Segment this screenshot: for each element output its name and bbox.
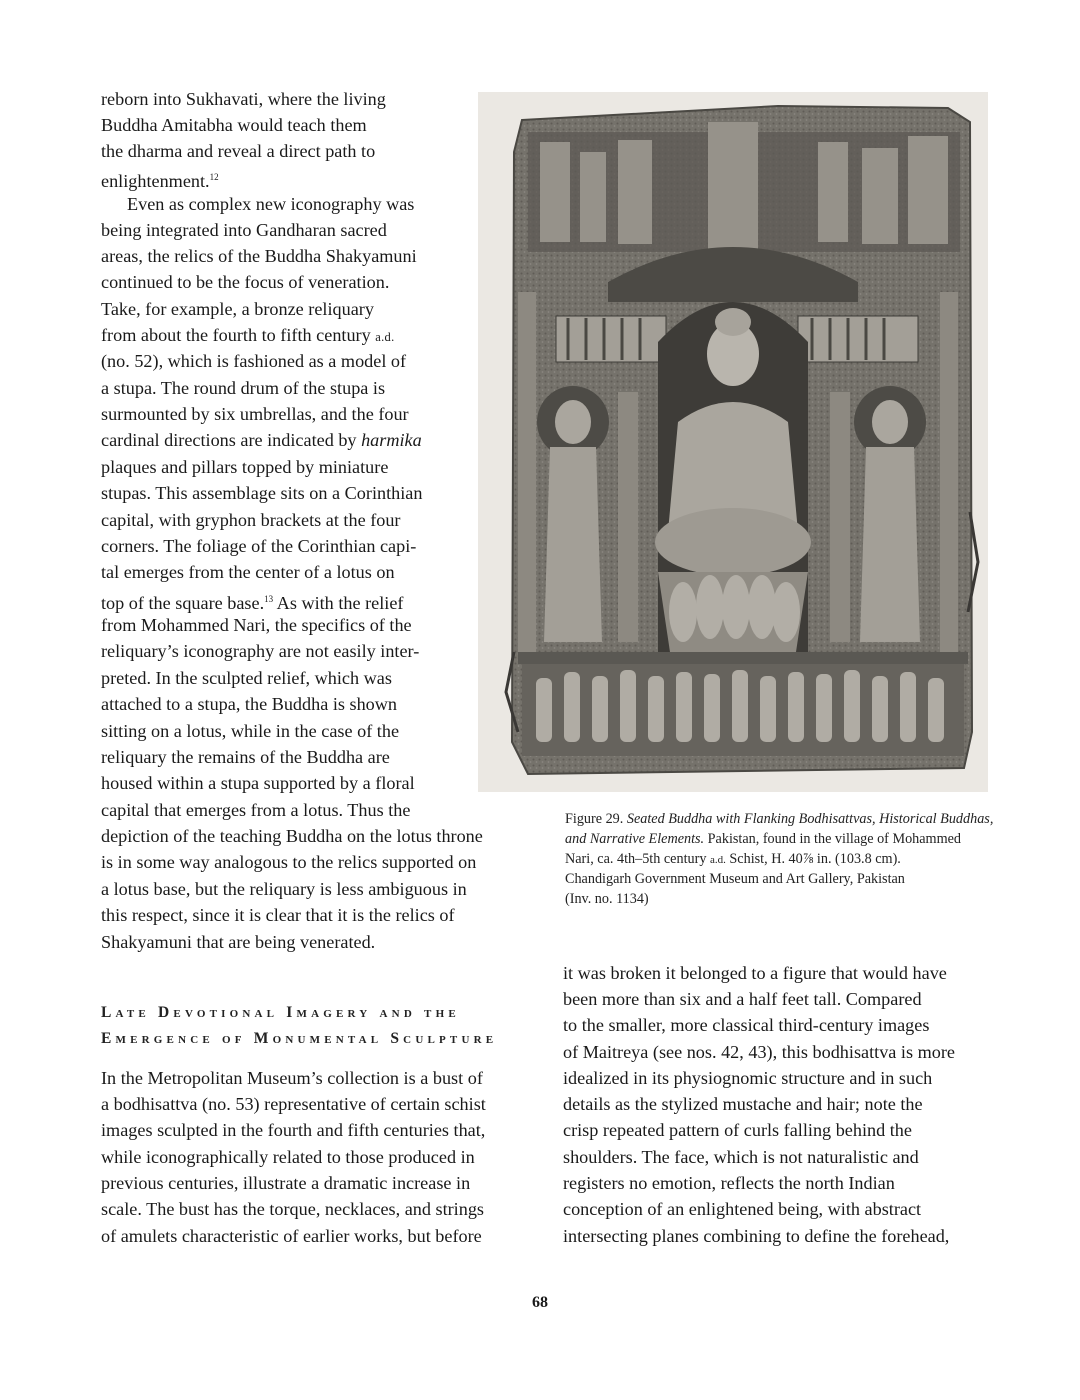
text-line: In the Metropolitan Museum’s collection is a bust of bbox=[101, 1068, 483, 1088]
text-line: scale. The bust has the torque, necklaces, and strings bbox=[101, 1199, 485, 1219]
text-line: the dharma and reveal a direct path to bbox=[101, 141, 376, 161]
text-line: areas, the relics of the Buddha Shakyamuni bbox=[101, 246, 417, 266]
text-line: it was broken it belonged to a figure that would have bbox=[563, 963, 947, 983]
text-line: previous centuries, illustrate a dramatic increase in bbox=[101, 1173, 471, 1193]
text-line: while iconographically related to those produced in bbox=[101, 1147, 475, 1167]
caption-line: Chandigarh Government Museum and Art Gallery, Pakistan bbox=[565, 871, 905, 887]
text-line: surmounted by six umbrellas, and the four bbox=[101, 404, 409, 424]
text-line: of amulets characteristic of earlier works, but before bbox=[101, 1226, 482, 1246]
text-line: intersecting planes combining to define the forehead, bbox=[563, 1226, 950, 1246]
section-heading: Late Devotional Imagery and the bbox=[101, 1004, 460, 1021]
text-line: idealized in its physiognomic structure and in such bbox=[563, 1068, 933, 1088]
text-line: top of the square base.$^{13}$ As with the relief bbox=[101, 593, 404, 614]
text-line: a stupa. The round drum of the stupa is bbox=[101, 378, 386, 398]
figure-image bbox=[478, 92, 988, 792]
text-line: from about the fourth to fifth century a.d. bbox=[101, 325, 395, 345]
text-line: housed within a stupa supported by a floral bbox=[101, 773, 415, 793]
text-line: been more than six and a half feet tall. Compared bbox=[563, 989, 922, 1009]
text-line: continued to be the focus of veneration. bbox=[101, 272, 390, 292]
text-line: crisp repeated pattern of curls falling behind the bbox=[563, 1120, 912, 1140]
text-line: to the smaller, more classical third-century images bbox=[563, 1015, 930, 1035]
text-line: corners. The foliage of the Corinthian capi- bbox=[101, 536, 417, 556]
footnote-marker: 13 bbox=[264, 594, 274, 604]
text-line: this respect, since it is clear that it is the relics of bbox=[101, 905, 455, 925]
text-line: shoulders. The face, which is not naturalistic and bbox=[563, 1147, 919, 1167]
caption-line: (Inv. no. 1134) bbox=[565, 891, 649, 907]
text-line: tal emerges from the center of a lotus on bbox=[101, 562, 395, 582]
text-line: reliquary’s iconography are not easily inter- bbox=[101, 641, 420, 661]
abbreviation: a.d. bbox=[375, 330, 395, 344]
text-line: enlightenment.$^{12}$ bbox=[101, 171, 219, 192]
text-line: a lotus base, but the reliquary is less ambiguous in bbox=[101, 879, 467, 899]
relief-illustration bbox=[478, 92, 988, 792]
text-line: sitting on a lotus, while in the case of the bbox=[101, 721, 400, 741]
text-line: Take, for example, a bronze reliquary bbox=[101, 299, 374, 319]
text-line: preted. In the sculpted relief, which was bbox=[101, 668, 392, 688]
text-line: plaques and pillars topped by miniature bbox=[101, 457, 389, 477]
text-line: capital, with gryphon brackets at the four bbox=[101, 510, 401, 530]
italic-term: harmika bbox=[361, 430, 422, 450]
text-line: images sculpted in the fourth and fifth centuries that, bbox=[101, 1120, 486, 1140]
section-heading: Emergence of Monumental Sculpture bbox=[101, 1030, 498, 1047]
text-line: (no. 52), which is fashioned as a model of bbox=[101, 351, 407, 371]
text-line: being integrated into Gandharan sacred bbox=[101, 220, 387, 240]
text-line: Shakyamuni that are being venerated. bbox=[101, 932, 376, 952]
text-line: reborn into Sukhavati, where the living bbox=[101, 89, 386, 109]
text-line: capital that emerges from a lotus. Thus the bbox=[101, 800, 411, 820]
text-line: cardinal directions are indicated by harmika bbox=[101, 430, 422, 450]
caption-line: and Narrative Elements. Pakistan, found in the village of Mohammed bbox=[565, 831, 962, 847]
text-line: conception of an enlightened being, with abstract bbox=[563, 1199, 922, 1219]
text-line: stupas. This assemblage sits on a Corinthian bbox=[101, 483, 423, 503]
text-line: reliquary the remains of the Buddha are bbox=[101, 747, 390, 767]
page-number: 68 bbox=[532, 1294, 548, 1311]
text-line: from Mohammed Nari, the specifics of the bbox=[101, 615, 412, 635]
text-line: depiction of the teaching Buddha on the lotus throne bbox=[101, 826, 483, 846]
footnote-marker: 12 bbox=[209, 172, 219, 182]
text-line: attached to a stupa, the Buddha is shown bbox=[101, 694, 397, 714]
text-line: registers no emotion, reflects the north Indian bbox=[563, 1173, 895, 1193]
text-line: details as the stylized mustache and hair; note the bbox=[563, 1094, 923, 1114]
text-line: Buddha Amitabha would teach them bbox=[101, 115, 367, 135]
text-line: of Maitreya (see nos. 42, 43), this bodhisattva is more bbox=[563, 1042, 955, 1062]
text-line: is in some way analogous to the relics supported on bbox=[101, 852, 477, 872]
text-line: Even as complex new iconography was bbox=[127, 194, 415, 214]
text-line: a bodhisattva (no. 53) representative of certain schist bbox=[101, 1094, 486, 1114]
caption-line: Figure 29. Seated Buddha with Flanking Bodhisattvas, Historical Buddhas, bbox=[565, 811, 994, 827]
caption-line: Nari, ca. 4th–5th century a.d. Schist, H. 40⅞ in. (103.8 cm). bbox=[565, 851, 901, 867]
